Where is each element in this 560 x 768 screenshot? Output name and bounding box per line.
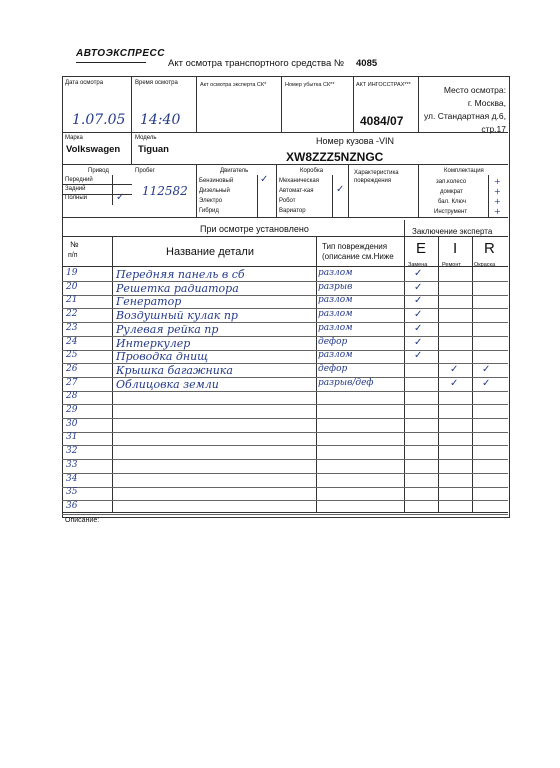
- kit-value-jack: +: [494, 187, 501, 196]
- mileage-label: Пробег: [135, 168, 155, 174]
- kit-item-jack: домкрат: [440, 189, 463, 195]
- make-label: Марка: [65, 135, 83, 141]
- row-number: 20: [66, 282, 78, 292]
- part-label: Название детали: [166, 246, 254, 258]
- row-damage-type: разлом: [318, 350, 353, 360]
- engine-option-diesel: Дизельный: [199, 188, 230, 194]
- damage-type-label: Тип повреждения: [322, 242, 388, 251]
- row-part-name: Крышка багажника: [116, 364, 233, 377]
- engine-option-hybrid: Гибрид: [199, 208, 219, 214]
- row-number: 28: [66, 391, 78, 401]
- place-label: Место осмотра:: [443, 85, 506, 95]
- mileage-value: 112582: [142, 184, 188, 198]
- gearbox-option-robot: Робот: [279, 198, 296, 204]
- col-r-label: R: [484, 240, 495, 257]
- row-number: 27: [66, 378, 78, 388]
- row-divider: [62, 487, 508, 488]
- row-number: 22: [66, 309, 78, 319]
- place-line-3: стр.17: [481, 124, 506, 134]
- col-i-label: I: [453, 240, 458, 257]
- num-label-2: п/п: [68, 252, 78, 259]
- row-divider: [62, 459, 508, 460]
- row-divider: [62, 514, 508, 515]
- col-r-sub: Окраска: [474, 262, 496, 268]
- place-line-2: ул. Стандартная д.6,: [423, 111, 506, 121]
- row-damage-type: дефор: [318, 364, 348, 374]
- engine-option-petrol: Бензиновый: [199, 178, 234, 184]
- drive-check-mark: ✓: [116, 192, 125, 203]
- drive-option-rear: Задний: [65, 186, 86, 192]
- ingos-act-label: АКТ ИНГОССТРАХ***: [356, 82, 411, 88]
- row-number: 36: [66, 501, 78, 511]
- row-damage-type: разрыв: [318, 282, 353, 292]
- row-part-name: Воздушный кулак пр: [116, 309, 238, 322]
- gearbox-label: Коробка: [300, 168, 324, 174]
- drive-option-front: Передний: [65, 177, 93, 183]
- damage-char-label-2: повреждения: [354, 178, 392, 184]
- date-label: Дата осмотра: [65, 80, 104, 86]
- kit-value-tools: +: [494, 207, 501, 216]
- row-divider: [62, 500, 508, 501]
- gearbox-option-variator: Вариатор: [279, 208, 306, 214]
- col-i-sub: Ремонт: [442, 262, 461, 268]
- vin-label: Номер кузова -VIN: [316, 136, 394, 146]
- row-damage-type: разлом: [318, 295, 353, 305]
- drive-option-all: Полный: [65, 195, 87, 201]
- inspection-place: [420, 84, 506, 136]
- row-part-name: Интеркулер: [116, 337, 191, 350]
- col-e-sub: Замена: [408, 262, 428, 268]
- row-number: 26: [66, 364, 78, 374]
- expert-act-label: Акт осмотра эксперта СК*: [200, 82, 267, 88]
- row-check-repair: ✓: [450, 378, 459, 389]
- date-value: 1.07.05: [72, 112, 126, 128]
- row-damage-type: разлом: [318, 268, 353, 278]
- row-check-replace: ✓: [414, 323, 423, 334]
- drive-label: Привод: [88, 168, 109, 174]
- kit-label: Комплектация: [444, 168, 484, 174]
- gearbox-option-manual: Механическая: [279, 178, 320, 184]
- place-line-1: г. Москва,: [467, 98, 506, 108]
- logo-underline: [76, 62, 146, 63]
- row-number: 30: [66, 419, 78, 429]
- row-number: 32: [66, 446, 78, 456]
- engine-label: Двигатель: [220, 168, 249, 174]
- row-damage-type: разлом: [318, 323, 353, 333]
- loss-number-label: Номер убытка СК**: [285, 82, 335, 88]
- row-check-replace: ✓: [414, 309, 423, 320]
- row-check-paint: ✓: [482, 378, 491, 389]
- row-number: 19: [66, 268, 78, 278]
- row-number: 24: [66, 337, 78, 347]
- row-number: 25: [66, 350, 78, 360]
- row-check-repair: ✓: [450, 364, 459, 375]
- row-divider: [62, 391, 508, 392]
- gearbox-option-auto: Автомат-кая: [279, 188, 314, 194]
- row-divider: [62, 473, 508, 474]
- row-number: 29: [66, 405, 78, 415]
- row-part-name: Рулевая рейка пр: [116, 323, 219, 336]
- row-check-replace: ✓: [414, 337, 423, 348]
- kit-item-wrench: бал. Ключ: [438, 199, 466, 205]
- row-part-name: Решетка радиатора: [116, 282, 239, 295]
- row-damage-type: разрыв/деф: [318, 378, 374, 388]
- kit-value-wrench: +: [494, 197, 501, 206]
- engine-option-electro: Электро: [199, 198, 223, 204]
- kit-value-spare-wheel: +: [494, 177, 501, 186]
- row-number: 31: [66, 432, 78, 442]
- row-number: 34: [66, 474, 78, 484]
- company-logo: АВТОЭКСПРЕСС: [76, 48, 165, 59]
- make-value: Volkswagen: [66, 144, 121, 155]
- row-divider: [62, 418, 508, 419]
- time-label: Время осмотра: [135, 80, 178, 86]
- num-label-1: №: [70, 240, 79, 249]
- row-damage-type: разлом: [318, 309, 353, 319]
- row-check-paint: ✓: [482, 364, 491, 375]
- description-label-text: Описание:: [65, 517, 100, 524]
- row-number: 23: [66, 323, 78, 333]
- row-part-name: Передняя панель в сб: [116, 268, 245, 281]
- gearbox-check-mark: ✓: [336, 184, 345, 195]
- kit-item-tools: Инструмент: [434, 209, 468, 215]
- row-check-replace: ✓: [414, 268, 423, 279]
- row-check-replace: ✓: [414, 350, 423, 361]
- row-number: 35: [66, 487, 78, 497]
- row-divider: [62, 445, 508, 446]
- row-check-replace: ✓: [414, 295, 423, 306]
- ingos-act-value: 4084/07: [360, 114, 404, 128]
- act-number: 4085: [356, 58, 378, 69]
- row-check-replace: ✓: [414, 282, 423, 293]
- row-divider: [62, 432, 508, 433]
- row-number: 21: [66, 295, 78, 305]
- row-damage-type: дефор: [318, 337, 348, 347]
- found-label: При осмотре установлено: [200, 224, 309, 234]
- model-label: Модель: [135, 135, 157, 141]
- col-e-label: E: [416, 240, 427, 257]
- vin-value: XW8ZZZ5NZNGC: [286, 150, 384, 164]
- damage-char-label-1: Характеристика: [354, 170, 399, 176]
- expert-conclusion-label: Заключение эксперта: [412, 227, 493, 236]
- row-part-name: Генератор: [116, 295, 182, 308]
- form-title: Акт осмотра транспортного средства №: [168, 58, 345, 69]
- row-part-name: Облицовка земли: [116, 378, 219, 391]
- row-divider: [62, 404, 508, 405]
- row-part-name: Проводка днищ: [116, 350, 209, 363]
- time-value: 14:40: [140, 112, 181, 128]
- engine-check-mark: ✓: [260, 174, 269, 185]
- damage-desc-label: (описание см.Ниже: [322, 252, 394, 261]
- model-value: Tiguan: [138, 144, 169, 155]
- kit-item-spare-wheel: зап.колесо: [436, 179, 467, 185]
- row-number: 33: [66, 460, 78, 470]
